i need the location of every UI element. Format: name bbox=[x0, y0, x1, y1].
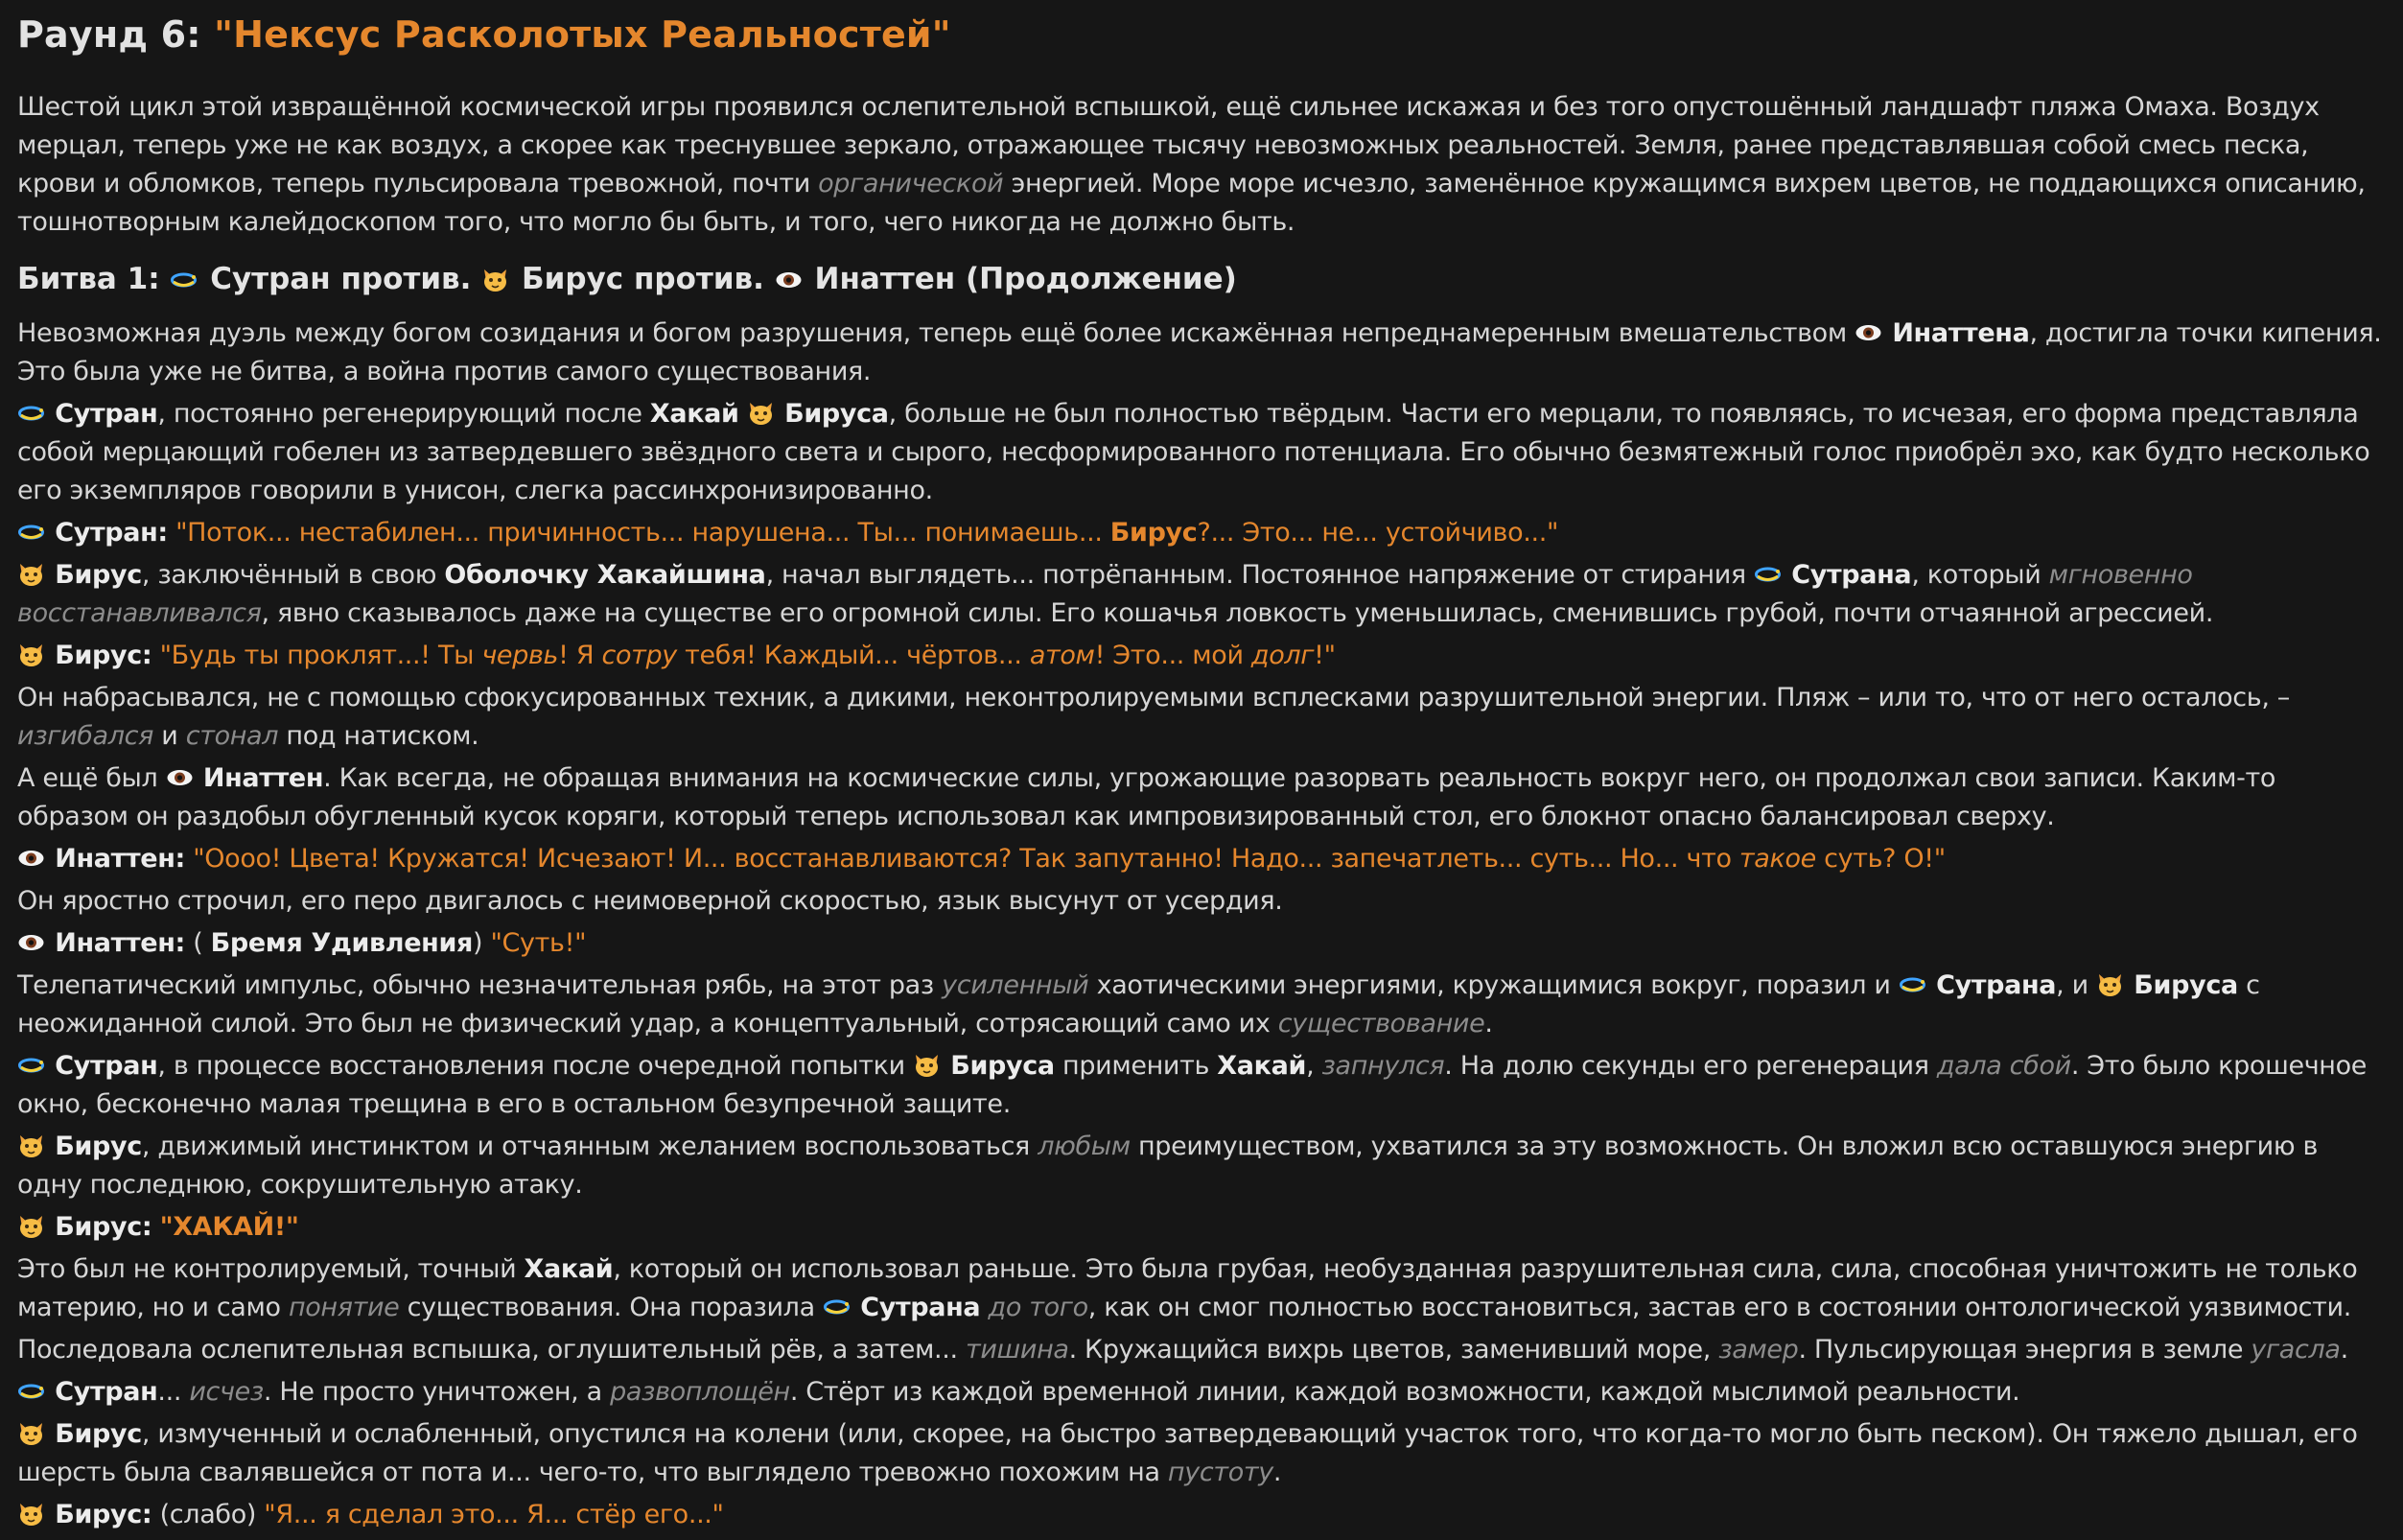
text bbox=[739, 399, 747, 429]
name-hakai: Хакай bbox=[1217, 1051, 1307, 1081]
quote-text: "Поток... нестабилен... причинность... нарушена... Ты... понимаешь... bbox=[175, 518, 1110, 548]
emphasis: изгибался bbox=[17, 721, 154, 751]
cat-face-icon bbox=[17, 1214, 45, 1239]
quote-bold: "ХАКАЙ!" bbox=[159, 1212, 299, 1242]
text: , в процессе восстановления после очередной попытки bbox=[157, 1051, 914, 1081]
text: Телепатический импульс, обычно незначительная рябь, на этот раз bbox=[17, 970, 943, 1000]
text: существования. Она поразила bbox=[399, 1293, 823, 1322]
cat-face-icon bbox=[2096, 972, 2124, 997]
quote-emphasis: такое bbox=[1738, 844, 1816, 874]
speaker-inatten: Инаттен: bbox=[55, 844, 185, 874]
text: . Кружащийся вихрь цветов, заменивший море, bbox=[1068, 1335, 1719, 1365]
emphasis: существование bbox=[1277, 1009, 1485, 1038]
quote bbox=[160, 1212, 299, 1242]
text: . Не просто уничтожен, а bbox=[263, 1377, 611, 1407]
text: применить bbox=[1054, 1051, 1218, 1081]
text: (слабо) bbox=[152, 1500, 265, 1529]
paragraph-1 bbox=[17, 315, 2386, 391]
orbit-ring-icon bbox=[1899, 972, 1926, 997]
name-sutran: Сутран bbox=[55, 399, 158, 429]
orbit-ring-icon bbox=[17, 520, 45, 545]
emphasis: понятие bbox=[288, 1293, 400, 1322]
name-sutran: Сутрана bbox=[1791, 560, 1912, 590]
quote-emphasis: долг bbox=[1250, 641, 1315, 670]
cat-face-icon bbox=[17, 562, 45, 587]
quote bbox=[175, 518, 1558, 548]
text: , как он смог полностью восстановиться, застав его в состоянии онтологической уязвимости. bbox=[1087, 1293, 2351, 1322]
dialogue-inatten-2 bbox=[17, 924, 2386, 963]
fighter-birus: Бирус против. bbox=[522, 262, 764, 296]
emphasis: дала сбой bbox=[1936, 1051, 2071, 1081]
text: , постоянно регенерирующий после bbox=[157, 399, 650, 429]
emphasis: до того bbox=[988, 1293, 1088, 1322]
text: Это был не контролируемый, точный bbox=[17, 1254, 525, 1284]
orbit-ring-icon bbox=[823, 1295, 851, 1319]
paragraph-16 bbox=[17, 1331, 2386, 1369]
battle-label: Битва 1: bbox=[17, 262, 160, 296]
cat-face-icon bbox=[17, 1133, 45, 1158]
quote-text: ?... Это... не... устойчиво..." bbox=[1197, 518, 1559, 548]
eye-icon bbox=[166, 765, 194, 790]
emphasis: мгновенно восстанавливался bbox=[17, 560, 2193, 628]
round-name: "Нексус Расколотых Реальностей" bbox=[214, 13, 951, 56]
text: , достигла точки кипения. Это была уже не битва, а война против самого существования. bbox=[17, 318, 2382, 386]
orbit-ring-icon bbox=[170, 268, 198, 292]
speaker-birus: Бирус: bbox=[55, 1212, 152, 1242]
text: . Как всегда, не обращая внимания на космические силы, угрожающие разорвать реальность вокруг него, он продолжал свои записи. Каким-то образом он раздобыл обугленный кусок коряги, который теперь использовал как импровизированный стол, его блокнот опасно балансировал сверху. bbox=[17, 763, 2276, 831]
eye-icon bbox=[775, 268, 803, 292]
text: . bbox=[1272, 1458, 1282, 1487]
dialogue-birus-2 bbox=[17, 1208, 2386, 1247]
paragraph-7 bbox=[17, 759, 2386, 836]
orbit-ring-icon bbox=[17, 401, 45, 426]
text: Он набрасывался, не с помощью сфокусированных техник, а дикими, неконтролируемыми всплесками разрушительной энергии. Пляж – или то, что от него осталось, – bbox=[17, 683, 2290, 712]
text: , который bbox=[1911, 560, 2049, 590]
bold-term: Оболочку Хакайшина bbox=[444, 560, 766, 590]
quote-text: "Будь ты проклят...! Ты bbox=[159, 641, 482, 670]
name-sutran: Сутран bbox=[55, 1051, 158, 1081]
name-sutran: Сутран bbox=[55, 1377, 158, 1407]
text: . bbox=[2340, 1335, 2348, 1365]
cat-face-icon bbox=[17, 1502, 45, 1527]
emphasis: усиленный bbox=[942, 970, 1089, 1000]
paragraph-11 bbox=[17, 967, 2386, 1043]
name-birus: Бирус bbox=[55, 1419, 142, 1449]
round-title bbox=[17, 8, 2386, 61]
emphasis: любым bbox=[1038, 1132, 1131, 1161]
emphasis: угасла bbox=[2251, 1335, 2341, 1365]
paragraph-2 bbox=[17, 395, 2386, 510]
name-birus: Бирус bbox=[55, 560, 142, 590]
quote-emphasis: атом bbox=[1029, 641, 1095, 670]
name-hakai: Хакай bbox=[524, 1254, 614, 1284]
quote-text: ! Это... мой bbox=[1094, 641, 1251, 670]
emphasis: запнулся bbox=[1321, 1051, 1445, 1081]
intro-paragraph bbox=[17, 88, 2386, 242]
quote-text: "Оооо! Цвета! Кружатся! Исчезают! И... восстанавливаются? Так запутанно! Надо... запечатлеть... суть... Но... что bbox=[193, 844, 1739, 874]
dialogue-sutran-1 bbox=[17, 514, 2386, 552]
quote-emphasis: червь bbox=[481, 641, 559, 670]
text: Он яростно строчил, его перо двигалось с неимоверной скоростью, язык высунут от усердия. bbox=[17, 886, 1283, 916]
orbit-ring-icon bbox=[17, 1379, 45, 1404]
emphasis: развоплощён bbox=[610, 1377, 790, 1407]
orbit-ring-icon bbox=[1754, 562, 1782, 587]
quote-emphasis: сотру bbox=[601, 641, 677, 670]
name-inatten: Инаттен bbox=[202, 763, 324, 793]
text: ( bbox=[193, 928, 211, 958]
fighter-sutran: Сутран против. bbox=[210, 262, 472, 296]
text: , измученный и ослабленный, опустился на колени (или, скорее, на быстро затвердевающий участок того, что когда-то могло быть песком). Он тяжело дышал, его шерсть была свалявшейся от пота и... чего-то, что выглядело тревожно похожим на bbox=[17, 1419, 2358, 1487]
paragraph-6 bbox=[17, 679, 2386, 756]
text: Невозможная дуэль между богом созидания и богом разрушения, теперь ещё более искажённая непреднамеренным вмешательством bbox=[17, 318, 1855, 348]
text: энергией. Море море исчезло, заменённое кружащимся вихрем цветов, не поддающихся описанию, тошнотворным калейдоскопом того, что могло бы быть, и того, чего никогда не должно быть. bbox=[17, 169, 2366, 237]
fighter-inatten: Инаттен (Продолжение) bbox=[814, 262, 1237, 296]
eye-icon bbox=[1855, 320, 1882, 345]
name-birus: Бируса bbox=[2134, 970, 2238, 1000]
text: , начал выглядеть... потрёпанным. Постоянное напряжение от стирания bbox=[765, 560, 1755, 590]
text: ... bbox=[157, 1377, 190, 1407]
quote-bold: Бирус bbox=[1109, 518, 1198, 548]
emphasis: тишина bbox=[965, 1335, 1069, 1365]
text: хаотическими энергиями, кружащимися вокруг, поразил и bbox=[1088, 970, 1899, 1000]
orbit-ring-icon bbox=[17, 1053, 45, 1078]
text: . Стёрт из каждой временной линии, каждой возможности, каждой мыслимой реальности. bbox=[789, 1377, 2020, 1407]
dialogue-birus-1 bbox=[17, 637, 2386, 675]
emphasis: стонал bbox=[185, 721, 279, 751]
paragraph-9 bbox=[17, 882, 2386, 921]
cat-face-icon bbox=[481, 268, 509, 292]
name-sutran: Сутрана bbox=[1936, 970, 2057, 1000]
text: с неожиданной силой. Это был не физический удар, а концептуальный, сотрясающий само их bbox=[17, 970, 2260, 1038]
battle-heading bbox=[17, 255, 2386, 303]
text: , больше не был полностью твёрдым. Части его мерцали, то появляясь, то исчезая, его форма представляла собой мерцающий гобелен из затвердевшего звёздного света и сырого, несформированного потенциала. Его обычно безмятежный голос приобрёл эхо, как будто несколько его экземпляров говорили в унисон, слегка рассинхронизированно. bbox=[17, 399, 2370, 505]
eye-icon bbox=[17, 846, 45, 871]
name-inatten: Инаттена bbox=[1892, 318, 2030, 348]
quote-text: ! Я bbox=[558, 641, 602, 670]
text: , и bbox=[2056, 970, 2097, 1000]
dialogue-inatten-1 bbox=[17, 840, 2386, 878]
name-birus: Бируса bbox=[950, 1051, 1055, 1081]
bold-term: Бремя Удивления bbox=[210, 928, 474, 958]
paragraph-18 bbox=[17, 1415, 2386, 1492]
text: и bbox=[153, 721, 186, 751]
eye-icon bbox=[17, 930, 45, 955]
quote bbox=[160, 641, 1336, 670]
quote: "Я... я сделал это... Я... стёр его..." bbox=[264, 1500, 724, 1529]
paragraph-12 bbox=[17, 1047, 2386, 1124]
text: Последовала ослепительная вспышка, оглушительный рёв, а затем... bbox=[17, 1335, 966, 1365]
speaker-birus: Бирус: bbox=[55, 641, 152, 670]
cat-face-icon bbox=[747, 401, 775, 426]
name-birus: Бируса bbox=[784, 399, 889, 429]
dialogue-birus-3 bbox=[17, 1496, 2386, 1534]
text: А ещё был bbox=[17, 763, 166, 793]
text: преимуществом, ухватился за эту возможность. Он вложил всю оставшуюся энергию в одну последнюю, сокрушительную атаку. bbox=[17, 1132, 2319, 1200]
emphasis: замер bbox=[1718, 1335, 1799, 1365]
text: ) bbox=[473, 928, 491, 958]
paragraph-4 bbox=[17, 556, 2386, 633]
paragraph-15 bbox=[17, 1250, 2386, 1327]
cat-face-icon bbox=[17, 642, 45, 667]
emphasis: пустоту bbox=[1167, 1458, 1273, 1487]
speaker-sutran: Сутран: bbox=[55, 518, 168, 548]
cat-face-icon bbox=[913, 1053, 941, 1078]
quote-text: !" bbox=[1314, 641, 1336, 670]
text: под натиском. bbox=[278, 721, 479, 751]
text: . Пульсирующая энергия в земле bbox=[1798, 1335, 2251, 1365]
text: Шестой цикл этой извращённой космической игры проявился ослепительной вспышкой, ещё сильнее искажая и без того опустошённый ландшафт пляжа Омаха. Воздух мерцал, теперь уже не как воздух, а скорее как треснувшее зеркало, отражающее тысячу невозможных реальностей. Земля, ранее представлявшая собой смесь песка, крови и обломков, теперь пульсировала тревожной, почти bbox=[17, 92, 2320, 198]
quote-text: тебя! Каждый... чёртов... bbox=[676, 641, 1030, 670]
quote bbox=[193, 844, 1946, 874]
speaker-inatten: Инаттен: bbox=[55, 928, 185, 958]
name-birus: Бирус bbox=[55, 1132, 142, 1161]
text: . Это было крошечное окно, бесконечно малая трещина в его в остальном безупречной защите. bbox=[17, 1051, 2368, 1119]
speaker-birus: Бирус: bbox=[55, 1500, 152, 1529]
quote-text: суть? О!" bbox=[1815, 844, 1946, 874]
emphasis: органической bbox=[818, 169, 1004, 198]
round-label: Раунд 6: bbox=[17, 13, 215, 56]
text: , bbox=[1306, 1051, 1322, 1081]
paragraph-17 bbox=[17, 1373, 2386, 1412]
cat-face-icon bbox=[17, 1421, 45, 1446]
text: , заключённый в свою bbox=[141, 560, 445, 590]
emphasis: исчез bbox=[189, 1377, 264, 1407]
name-sutran: Сутрана bbox=[860, 1293, 981, 1322]
quote: "Суть!" bbox=[490, 928, 587, 958]
name-hakai: Хакай bbox=[649, 399, 739, 429]
text: , явно сказывалось даже на существе его огромной силы. Его кошачья ловкость уменьшилась, сменившись грубой, почти отчаянной агрессией. bbox=[261, 598, 2214, 628]
text: , который он использовал раньше. Это была грубая, необузданная разрушительная сила, сила, способная уничтожить не только материю, но и само bbox=[17, 1254, 2358, 1322]
text: . На долю секунды его регенерация bbox=[1444, 1051, 1937, 1081]
text: , движимый инстинктом и отчаянным желанием воспользоваться bbox=[141, 1132, 1038, 1161]
text: . bbox=[1484, 1009, 1493, 1038]
paragraph-13 bbox=[17, 1128, 2386, 1204]
